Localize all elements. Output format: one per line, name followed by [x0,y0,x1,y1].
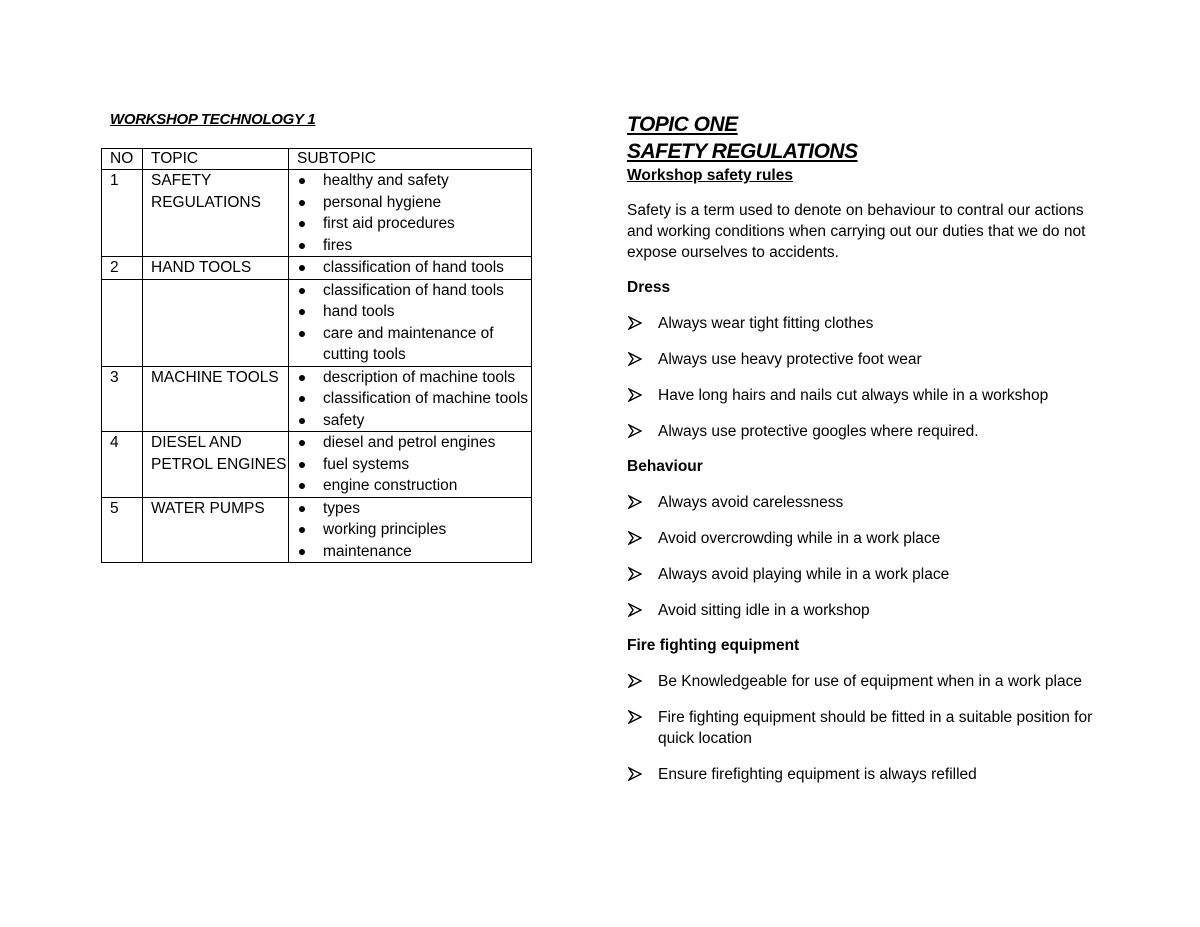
subtopic-item: safety [297,410,531,432]
arrow-bullet-icon [628,316,642,330]
rule-text: Avoid sitting idle in a workshop [658,602,870,619]
table-body [102,170,532,563]
workshop-safety-rules-heading: Workshop safety rules [627,167,793,184]
rule-text: Fire fighting equipment should be fitted in a suitable position for quick location [658,709,1093,747]
subtopic-item: working principles [297,519,531,541]
subtopic-list [297,498,531,563]
rule-item [627,492,1097,513]
rule-item [627,421,1097,442]
arrow-bullet-icon [628,495,642,509]
subtopic-list [297,170,531,256]
subtopic-item: hand tools [297,301,531,323]
document-title: WORKSHOP TECHNOLOGY 1 [110,111,316,128]
subtopic-list [297,280,531,366]
row-topic: HAND TOOLS [143,257,289,280]
subtopic-item: fuel systems [297,454,531,476]
rule-text: Ensure firefighting equipment is always refilled [658,766,977,783]
rule-text: Always use heavy protective foot wear [658,351,922,368]
subtopic-list [297,257,531,279]
arrow-bullet-icon [628,567,642,581]
rule-item [627,564,1097,585]
header-subtopic: SUBTOPIC [289,149,532,170]
arrow-bullet-icon [628,674,642,688]
subtopic-item: fires [297,235,531,257]
row-number [102,279,143,366]
row-topic: SAFETY REGULATIONS [143,170,289,257]
row-topic: WATER PUMPS [143,497,289,563]
row-number: 1 [102,170,143,257]
subtopic-list [297,432,531,497]
rule-text: Always wear tight fitting clothes [658,315,874,332]
row-subtopics [289,170,532,257]
table-row [102,497,532,563]
rule-item [627,707,1097,749]
row-subtopics [289,257,532,280]
arrow-bullet-icon [628,352,642,366]
subtopic-item: description of machine tools [297,367,531,389]
table-row [102,257,532,280]
row-number: 3 [102,366,143,432]
subtopic-item: maintenance [297,541,531,563]
rule-text: Have long hairs and nails cut always while in a workshop [658,387,1049,404]
topic-heading-line2: SAFETY REGULATIONS [627,140,858,163]
subtopic-item: engine construction [297,475,531,497]
row-subtopics [289,366,532,432]
rule-item [627,671,1097,692]
row-topic: DIESEL AND PETROL ENGINES [143,432,289,498]
rule-item [627,600,1097,621]
arrow-bullet-icon [628,531,642,545]
arrow-bullet-icon [628,603,642,617]
arrow-bullet-icon [628,424,642,438]
table-row [102,366,532,432]
section-heading: Behaviour [627,458,703,475]
section-heading: Fire fighting equipment [627,637,800,654]
right-column [627,111,1097,785]
rule-text: Always avoid carelessness [658,494,844,511]
rules-list [627,671,1097,785]
header-no: NO [102,149,143,170]
rule-text: Always avoid playing while in a work place [658,566,950,583]
row-subtopics [289,497,532,563]
arrow-bullet-icon [628,767,642,781]
header-topic: TOPIC [143,149,289,170]
table-header-row [102,149,532,170]
row-topic [143,279,289,366]
row-number: 2 [102,257,143,280]
topics-table [101,148,532,563]
intro-paragraph: Safety is a term used to denote on behaviour to contral our actions and working conditions when carrying out our duties that we do not expose ourselves to accidents. [627,202,1086,261]
rule-item [627,349,1097,370]
row-subtopics [289,432,532,498]
table-row [102,432,532,498]
left-column [101,111,533,563]
subtopic-item: personal hygiene [297,192,531,214]
rule-item [627,764,1097,785]
rule-text: Always use protective googles where required. [658,423,979,440]
arrow-bullet-icon [628,710,642,724]
arrow-bullet-icon [628,388,642,402]
row-topic: MACHINE TOOLS [143,366,289,432]
rules-sections [627,278,1097,785]
row-subtopics [289,279,532,366]
rules-list [627,492,1097,621]
subtopic-item: first aid procedures [297,213,531,235]
subtopic-list [297,367,531,432]
rule-item [627,528,1097,549]
row-number: 4 [102,432,143,498]
subtopic-item: classification of machine tools [297,388,531,410]
section-heading: Dress [627,279,671,296]
rule-text: Avoid overcrowding while in a work place [658,530,941,547]
subtopic-item: classification of hand tools [297,257,531,279]
rule-item [627,385,1097,406]
table-row [102,170,532,257]
row-number: 5 [102,497,143,563]
subtopic-item: care and maintenance of cutting tools [297,323,531,366]
rule-text: Be Knowledgeable for use of equipment when in a work place [658,673,1082,690]
subtopic-item: diesel and petrol engines [297,432,531,454]
table-row [102,279,532,366]
rule-item [627,313,1097,334]
subtopic-item: classification of hand tools [297,280,531,302]
subtopic-item: healthy and safety [297,170,531,192]
rules-list [627,313,1097,442]
subtopic-item: types [297,498,531,520]
topic-heading-line1: TOPIC ONE [627,113,738,136]
